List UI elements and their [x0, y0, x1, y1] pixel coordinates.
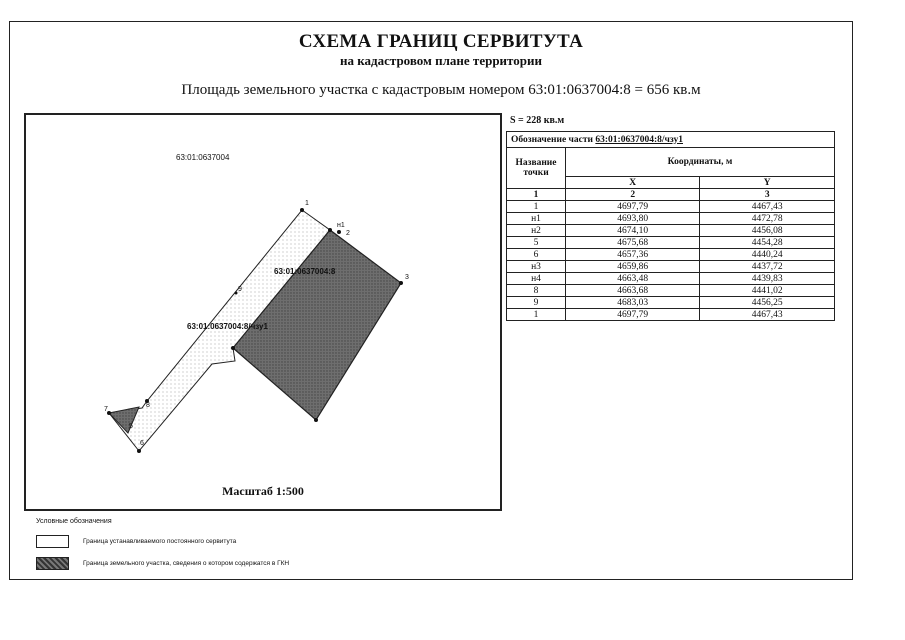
- cell-x: 4697,79: [566, 309, 700, 321]
- cell-name: 1: [507, 309, 566, 321]
- point-label-n1: н1: [337, 222, 345, 229]
- table-row: [507, 249, 835, 261]
- parcel-label: 63:01:0637004:8: [274, 267, 336, 276]
- cell-name: 5: [507, 237, 566, 249]
- legend-title: Условные обозначения: [36, 518, 112, 525]
- cell-y: 4454,28: [700, 237, 835, 249]
- cell-y: 4441,02: [700, 285, 835, 297]
- cell-name: 1: [507, 201, 566, 213]
- table-row: [507, 225, 835, 237]
- legend-easement-text: Граница устанавливаемого постоянного сервитута: [83, 538, 237, 545]
- table-row: [507, 309, 835, 321]
- map-drawing: [26, 115, 504, 513]
- cell-y: 4456,25: [700, 297, 835, 309]
- cell-y: 4467,43: [700, 201, 835, 213]
- cell-name: 9: [507, 297, 566, 309]
- col-coords-header: Координаты, м: [566, 148, 835, 177]
- cell-x: 4657,36: [566, 249, 700, 261]
- col-number-3: 3: [700, 189, 835, 201]
- point-label-7: 7: [104, 406, 108, 413]
- legend-parcel-swatch: [36, 557, 69, 570]
- quarter-label: 63:01:0637004: [176, 153, 230, 162]
- page-title: СХЕМА ГРАНИЦ СЕРВИТУТА: [298, 31, 584, 52]
- table-row: [507, 201, 835, 213]
- table-row: [507, 237, 835, 249]
- cell-name: н4: [507, 273, 566, 285]
- point-label-9: 9: [238, 286, 242, 293]
- point-label-8: 8: [146, 402, 150, 409]
- cell-y: 4467,43: [700, 309, 835, 321]
- cell-name: 8: [507, 285, 566, 297]
- cell-x: 4674,10: [566, 225, 700, 237]
- cell-x: 4659,86: [566, 261, 700, 273]
- legend-parcel-text: Граница земельного участка, сведения о котором содержатся в ГКН: [83, 560, 290, 567]
- cell-name: н1: [507, 213, 566, 225]
- cell-x: 4675,68: [566, 237, 700, 249]
- cell-name: н2: [507, 225, 566, 237]
- col-x-header: X: [566, 177, 700, 189]
- table-row: [507, 261, 835, 273]
- cell-x: 4683,03: [566, 297, 700, 309]
- cell-x: 4663,68: [566, 285, 700, 297]
- cell-x: 4693,80: [566, 213, 700, 225]
- designation-value: 63:01:0637004:8/чзу1: [595, 134, 683, 145]
- col-name-header: Название точки: [507, 148, 566, 189]
- area-s-label: S = 228 кв.м: [510, 115, 565, 126]
- table-row: [507, 213, 835, 225]
- cell-y: 4456,08: [700, 225, 835, 237]
- designation-row: Обозначение части 63:01:0637004:8/чзу1: [507, 132, 835, 148]
- point-label-5: 5: [129, 423, 133, 430]
- point-label-6: 6: [140, 440, 144, 447]
- cell-x: 4697,79: [566, 201, 700, 213]
- easement-label: 63:01:0637004:8/чзу1: [187, 322, 268, 331]
- legend-easement-swatch: [36, 535, 69, 548]
- cell-y: 4437,72: [700, 261, 835, 273]
- table-row: [507, 297, 835, 309]
- page-subtitle: на кадастровом плане территории: [340, 53, 542, 68]
- cadastral-map: [24, 113, 502, 511]
- col-number-2: 2: [566, 189, 700, 201]
- cell-y: 4472,78: [700, 213, 835, 225]
- point-label-3: 3: [405, 274, 409, 281]
- table-row: [507, 273, 835, 285]
- cell-name: н3: [507, 261, 566, 273]
- scale-label: Масштаб 1:500: [222, 484, 304, 498]
- coordinates-table: [506, 131, 835, 321]
- area-statement: Площадь земельного участка с кадастровым номером 63:01:0637004:8 = 656 кв.м: [181, 82, 701, 98]
- col-y-header: Y: [700, 177, 835, 189]
- point-label-1: 1: [305, 200, 309, 207]
- table-row: [507, 285, 835, 297]
- cell-x: 4663,48: [566, 273, 700, 285]
- point-label-2: 2: [346, 230, 350, 237]
- col-number-1: 1: [507, 189, 566, 201]
- cell-name: 6: [507, 249, 566, 261]
- cell-y: 4440,24: [700, 249, 835, 261]
- cell-y: 4439,83: [700, 273, 835, 285]
